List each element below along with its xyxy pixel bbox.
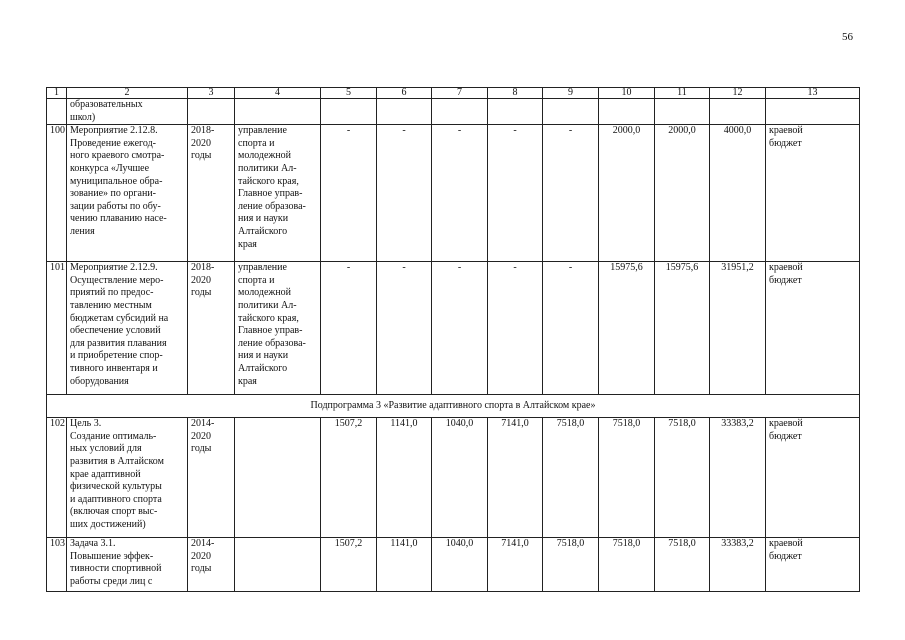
value-cell: 4000,0 (710, 125, 766, 262)
value-cell: - (377, 125, 432, 262)
value-cell (377, 99, 432, 125)
executor (235, 538, 321, 592)
value-cell: - (488, 125, 543, 262)
subprogram-row (47, 395, 860, 418)
row-number: 102 (47, 418, 67, 538)
table-row (47, 538, 860, 592)
value-cell: 2000,0 (655, 125, 710, 262)
years (188, 99, 235, 125)
table-row (47, 418, 860, 538)
value-cell: 33383,2 (710, 418, 766, 538)
column-number: 9 (543, 88, 599, 99)
column-number: 1 (47, 88, 67, 99)
column-number: 2 (67, 88, 188, 99)
activity-name: Мероприятие 2.12.8. Проведение ежегод- ного краевого смотра- конкурса «Лучшее муниципальное обра- зование» по органи- зации работы по обу- чению плаванию насе- ления (67, 125, 188, 262)
activity-name: образовательных школ) (67, 99, 188, 125)
value-cell: 7518,0 (599, 418, 655, 538)
table-row (47, 99, 860, 125)
subprogram-title: Подпрограмма 3 «Развитие адаптивного спорта в Алтайском крае» (47, 395, 860, 418)
column-number-row (47, 88, 860, 99)
executor (235, 99, 321, 125)
value-cell: - (543, 125, 599, 262)
funding-source: краевой бюджет (766, 262, 860, 395)
column-number: 5 (321, 88, 377, 99)
funding-source: краевой бюджет (766, 538, 860, 592)
value-cell: - (543, 262, 599, 395)
value-cell: - (321, 125, 377, 262)
program-table (46, 87, 860, 592)
activity-name: Цель 3. Создание оптималь- ных условий для развития в Алтайском крае адаптивной физической культуры и адаптивного спорта (включая спорт выс- ших достижений) (67, 418, 188, 538)
column-number: 7 (432, 88, 488, 99)
value-cell: 31951,2 (710, 262, 766, 395)
value-cell (321, 99, 377, 125)
executor: управление спорта и молодежной политики Ал- тайского края, Главное управ- ление образова- ния и науки Алтайского края (235, 262, 321, 395)
row-number: 100 (47, 125, 67, 262)
activity-name: Мероприятие 2.12.9. Осуществление меро- приятий по предос- тавлению местным бюджетам субсидий на обеспечение условий для развития плавания и приобретение спор- тивного инвентаря и оборудования (67, 262, 188, 395)
value-cell: - (377, 262, 432, 395)
value-cell: 7518,0 (543, 538, 599, 592)
executor: управление спорта и молодежной политики Ал- тайского края, Главное управ- ление образова- ния и науки Алтайского края (235, 125, 321, 262)
value-cell: - (321, 262, 377, 395)
value-cell: 2000,0 (599, 125, 655, 262)
value-cell: 1141,0 (377, 418, 432, 538)
column-number: 8 (488, 88, 543, 99)
row-number: 103 (47, 538, 67, 592)
column-number: 13 (766, 88, 860, 99)
value-cell (543, 99, 599, 125)
value-cell (488, 99, 543, 125)
value-cell: 33383,2 (710, 538, 766, 592)
column-number: 6 (377, 88, 432, 99)
value-cell: 7141,0 (488, 418, 543, 538)
table-row (47, 125, 860, 262)
activity-name: Задача 3.1. Повышение эффек- тивности спортивной работы среди лиц с (67, 538, 188, 592)
column-number: 11 (655, 88, 710, 99)
value-cell (599, 99, 655, 125)
funding-source: краевой бюджет (766, 125, 860, 262)
column-number: 10 (599, 88, 655, 99)
value-cell: 7518,0 (655, 418, 710, 538)
value-cell: 1040,0 (432, 418, 488, 538)
value-cell (432, 99, 488, 125)
value-cell: 7141,0 (488, 538, 543, 592)
value-cell: - (432, 262, 488, 395)
value-cell: 15975,6 (655, 262, 710, 395)
value-cell: 1040,0 (432, 538, 488, 592)
funding-source (766, 99, 860, 125)
column-number: 12 (710, 88, 766, 99)
page-number: 56 (842, 31, 853, 43)
column-number: 4 (235, 88, 321, 99)
value-cell: 1507,2 (321, 538, 377, 592)
value-cell: - (488, 262, 543, 395)
value-cell: - (432, 125, 488, 262)
row-number (47, 99, 67, 125)
value-cell: 7518,0 (543, 418, 599, 538)
row-number: 101 (47, 262, 67, 395)
column-number: 3 (188, 88, 235, 99)
value-cell: 1507,2 (321, 418, 377, 538)
value-cell: 1141,0 (377, 538, 432, 592)
years: 2018- 2020 годы (188, 125, 235, 262)
funding-source: краевой бюджет (766, 418, 860, 538)
value-cell: 7518,0 (599, 538, 655, 592)
value-cell (710, 99, 766, 125)
table-row (47, 262, 860, 395)
value-cell: 7518,0 (655, 538, 710, 592)
value-cell: 15975,6 (599, 262, 655, 395)
years: 2014- 2020 годы (188, 538, 235, 592)
value-cell (655, 99, 710, 125)
executor (235, 418, 321, 538)
years: 2018- 2020 годы (188, 262, 235, 395)
years: 2014- 2020 годы (188, 418, 235, 538)
